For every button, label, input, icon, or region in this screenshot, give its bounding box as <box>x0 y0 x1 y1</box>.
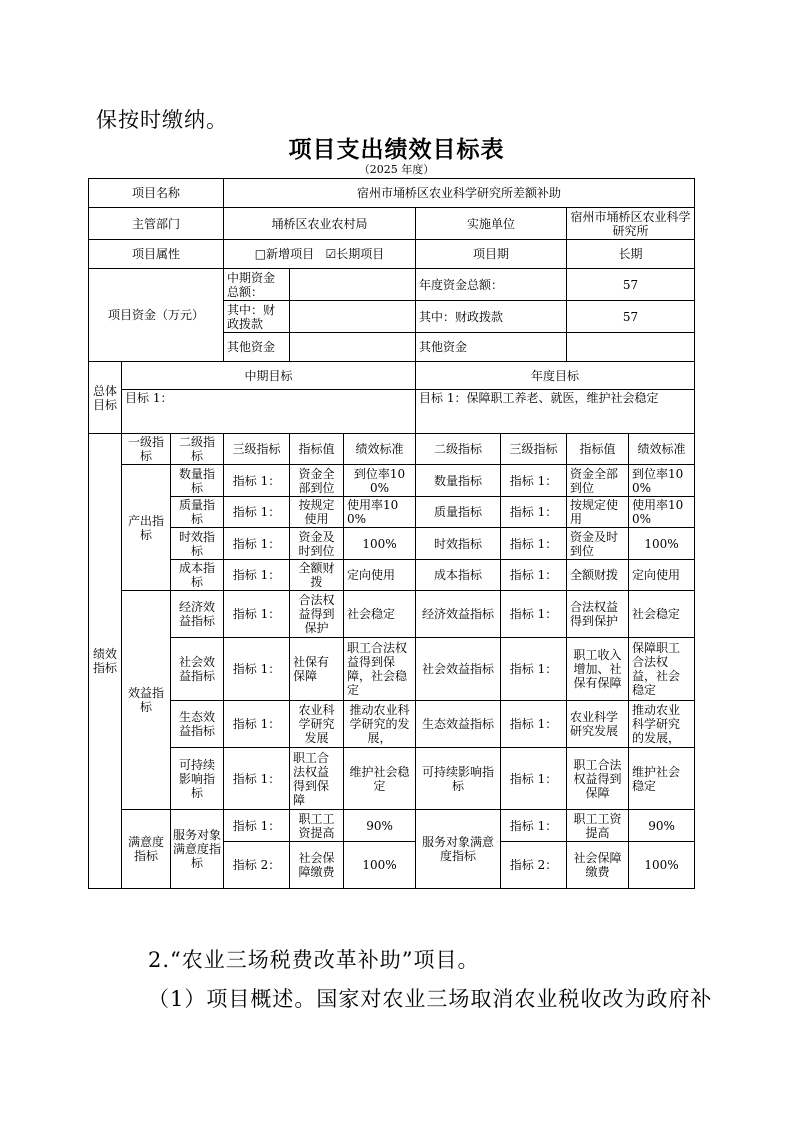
cell: 社会保障缴费 <box>290 842 344 889</box>
cell: 指标 1： <box>501 748 567 810</box>
period-label: 项目期 <box>416 240 567 269</box>
table-row <box>89 748 695 810</box>
output-indicator-label: 产出指标 <box>122 465 171 591</box>
cell: 生态效益指标 <box>416 701 501 748</box>
row-indicator-headers <box>89 434 695 465</box>
cell: 社会效益指标 <box>416 638 501 701</box>
indicator-section-label: 绩效指标 <box>89 434 122 889</box>
section-heading: 2.“农业三场税费改革补助”项目。 <box>148 948 480 972</box>
cell: 按规定使用 <box>567 497 629 528</box>
mid-finance-value <box>290 301 416 333</box>
impl-value: 宿州市埇桥区农业科学研究所 <box>567 208 695 240</box>
header-standard: 绩效标准 <box>344 434 416 465</box>
cell: 生态效益指标 <box>171 701 224 748</box>
year-total-value: 57 <box>567 269 695 301</box>
header-level3: 三级指标 <box>224 434 290 465</box>
cell: 经济效益指标 <box>171 591 224 638</box>
period-value: 长期 <box>567 240 695 269</box>
header-level2: 二级指标 <box>171 434 224 465</box>
cell: 农业科学研究发展 <box>290 701 344 748</box>
cell: 成本指标 <box>171 560 224 591</box>
cell: 农业科学研究发展 <box>567 701 629 748</box>
year-target-header: 年度目标 <box>416 362 695 390</box>
performance-target-table <box>88 178 695 889</box>
header-year-level3: 三级指标 <box>501 434 567 465</box>
cell: 社保有保障 <box>290 638 344 701</box>
cell: 全额财拨 <box>567 560 629 591</box>
impl-label: 实施单位 <box>416 208 567 240</box>
cell: 指标 2： <box>501 842 567 889</box>
cell: 社会稳定 <box>629 591 695 638</box>
cell: 质量指标 <box>416 497 501 528</box>
table-row <box>89 497 695 528</box>
cell: 成本指标 <box>416 560 501 591</box>
cell: 100% <box>344 528 416 560</box>
cell: 数量指标 <box>171 465 224 497</box>
mid-total-label: 中期资金总额： <box>224 269 290 301</box>
cell: 指标 1： <box>224 560 290 591</box>
attr-long-checkbox: ☑长期项目 <box>325 247 385 261</box>
cell: 100% <box>344 842 416 889</box>
row-department <box>89 208 695 240</box>
mid-finance-label: 其中：财政拨款 <box>224 301 290 333</box>
row-fund-total <box>89 269 695 301</box>
cell: 到位率100% <box>344 465 416 497</box>
cell: 全额财拨 <box>290 560 344 591</box>
cell: 定向使用 <box>344 560 416 591</box>
mid-other-label: 其他资金 <box>224 333 290 362</box>
cell: 社会效益指标 <box>171 638 224 701</box>
year-finance-value: 57 <box>567 301 695 333</box>
cell: 经济效益指标 <box>416 591 501 638</box>
table-row <box>89 701 695 748</box>
cell: 指标 1： <box>224 497 290 528</box>
cell: 社会保障缴费 <box>567 842 629 889</box>
table-row <box>89 638 695 701</box>
year-other-value <box>567 333 695 362</box>
cell: 保障职工合法权益，社会稳定 <box>629 638 695 701</box>
cell: 指标 1： <box>501 465 567 497</box>
cell: 服务对象满意度指标 <box>171 810 224 889</box>
mid-total-value <box>290 269 416 301</box>
cell: 指标 1： <box>501 591 567 638</box>
cell: 定向使用 <box>629 560 695 591</box>
table-row <box>89 465 695 497</box>
cell: 指标 1： <box>501 810 567 842</box>
cell: 合法权益得到保护 <box>290 591 344 638</box>
cell: 职工工资提高 <box>290 810 344 842</box>
benefit-indicator-label: 效益指标 <box>122 591 171 810</box>
cell: 指标 2： <box>224 842 290 889</box>
cell: 职工收入增加、社保有保障 <box>567 638 629 701</box>
header-year-value: 指标值 <box>567 434 629 465</box>
mid-other-value <box>290 333 416 362</box>
cell: 指标 1： <box>224 701 290 748</box>
cell: 服务对象满意度指标 <box>416 810 501 889</box>
cell: 指标 1： <box>224 591 290 638</box>
cell: 职工合法权益得到保障，社会稳定 <box>344 638 416 701</box>
cell: 指标 1： <box>224 748 290 810</box>
dept-label: 主管部门 <box>89 208 224 240</box>
cell: 使用率100% <box>629 497 695 528</box>
mid-target-text: 目标 1： <box>122 390 416 434</box>
cell: 90% <box>629 810 695 842</box>
header-year-standard: 绩效标准 <box>629 434 695 465</box>
cell: 质量指标 <box>171 497 224 528</box>
cell: 100% <box>629 842 695 889</box>
satisfaction-indicator-label: 满意度指标 <box>122 810 171 889</box>
cell: 指标 1： <box>224 638 290 701</box>
cell: 100% <box>629 528 695 560</box>
cell: 使用率100% <box>344 497 416 528</box>
cell: 指标 1： <box>501 497 567 528</box>
section-paragraph: （1）项目概述。国家对农业三场取消农业税收改为政府补 <box>148 987 713 1011</box>
table-year: （2025 年度） <box>358 163 435 176</box>
cell: 维护社会稳定 <box>344 748 416 810</box>
cell: 数量指标 <box>416 465 501 497</box>
year-finance-label: 其中：财政拨款 <box>416 301 567 333</box>
table-title: 项目支出绩效目标表 <box>288 136 505 163</box>
cell: 指标 1： <box>224 528 290 560</box>
row-attribute <box>89 240 695 269</box>
table-row <box>89 560 695 591</box>
cell: 指标 1： <box>501 701 567 748</box>
header-year-level2: 二级指标 <box>416 434 501 465</box>
cell: 时效指标 <box>171 528 224 560</box>
mid-target-header: 中期目标 <box>122 362 416 390</box>
table-row <box>89 810 695 842</box>
cell: 推动农业科学研究的发展， <box>344 701 416 748</box>
cell: 职工工资提高 <box>567 810 629 842</box>
cell: 维护社会稳定 <box>629 748 695 810</box>
cell: 到位率100% <box>629 465 695 497</box>
row-project-name <box>89 179 695 208</box>
cell: 指标 1： <box>501 528 567 560</box>
cell: 职工合法权益得到保障 <box>567 748 629 810</box>
cell: 指标 1： <box>501 560 567 591</box>
row-overall-header <box>89 362 695 390</box>
cell: 90% <box>344 810 416 842</box>
preceding-paragraph-tail: 保按时缴纳。 <box>96 108 228 132</box>
cell: 时效指标 <box>416 528 501 560</box>
row-overall-content <box>89 390 695 434</box>
header-value: 指标值 <box>290 434 344 465</box>
year-other-label: 其他资金 <box>416 333 567 362</box>
cell: 资金全部到位 <box>567 465 629 497</box>
project-name-value: 宿州市埇桥区农业科学研究所差额补助 <box>224 179 695 208</box>
year-total-label: 年度资金总额： <box>416 269 567 301</box>
cell: 资金及时到位 <box>290 528 344 560</box>
cell: 资金及时到位 <box>567 528 629 560</box>
cell: 指标 1： <box>501 638 567 701</box>
dept-value: 埇桥区农业农村局 <box>224 208 416 240</box>
cell: 资金全部到位 <box>290 465 344 497</box>
attr-label: 项目属性 <box>89 240 224 269</box>
attr-value <box>224 240 416 269</box>
cell: 推动农业科学研究的发展， <box>629 701 695 748</box>
cell: 合法权益得到保护 <box>567 591 629 638</box>
cell: 指标 1： <box>224 465 290 497</box>
cell: 职工合法权益得到保障 <box>290 748 344 810</box>
cell: 可持续影响指标 <box>171 748 224 810</box>
cell: 社会稳定 <box>344 591 416 638</box>
cell: 按规定使用 <box>290 497 344 528</box>
cell: 指标 1： <box>224 810 290 842</box>
cell: 可持续影响指标 <box>416 748 501 810</box>
attr-new-checkbox: □新增项目 <box>254 247 315 261</box>
project-name-label: 项目名称 <box>89 179 224 208</box>
fund-label: 项目资金（万元） <box>89 269 224 362</box>
year-target-text: 目标 1：保障职工养老、就医，维护社会稳定 <box>416 390 695 434</box>
table-row <box>89 528 695 560</box>
overall-label: 总体目标 <box>89 362 122 434</box>
header-level1: 一级指标 <box>122 434 171 465</box>
table-row <box>89 591 695 638</box>
